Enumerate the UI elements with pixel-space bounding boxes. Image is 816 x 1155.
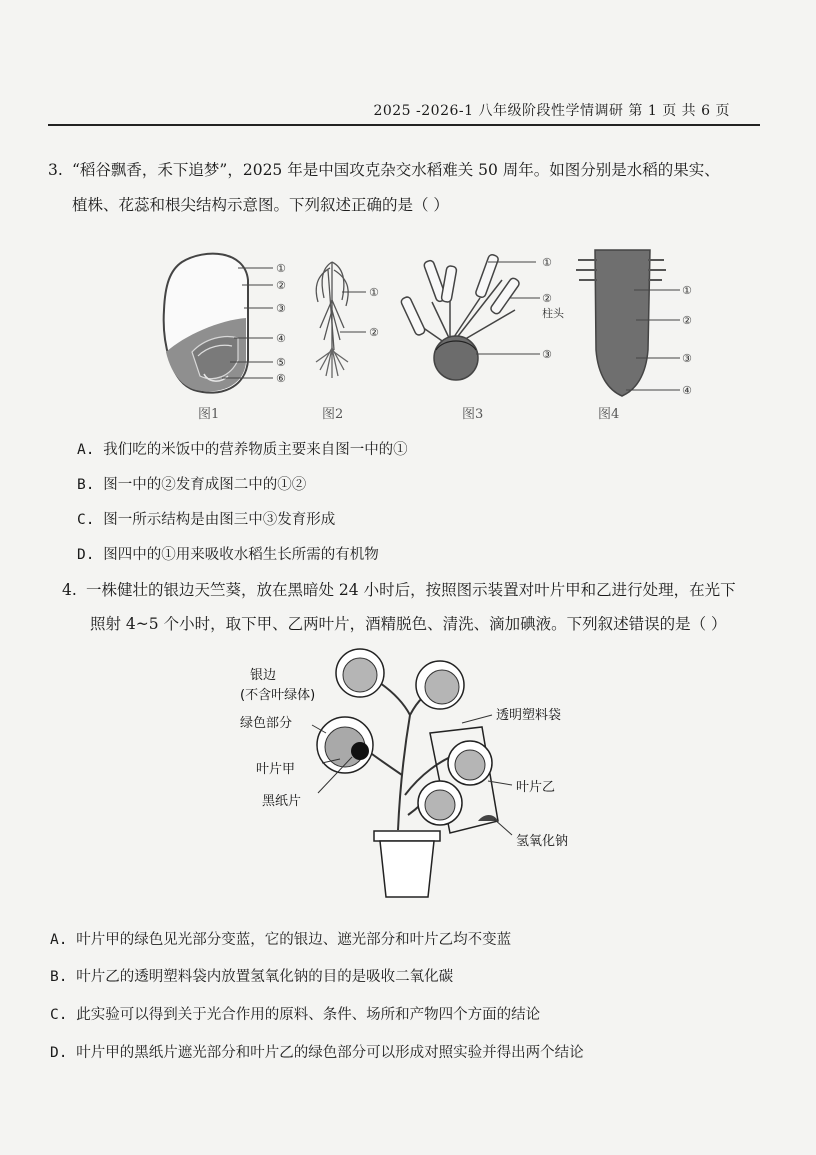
fig3-caption: 图3 — [462, 407, 484, 422]
q3-figure — [150, 240, 690, 430]
page-header — [0, 90, 760, 130]
black-paper-patch — [351, 742, 369, 760]
q4-number: 4. — [62, 581, 77, 599]
q4-figure — [230, 645, 590, 905]
fig3-label-2: ② — [542, 292, 552, 305]
flower-pot — [374, 831, 440, 897]
q4-option-a: A. 叶片甲的绿色见光部分变蓝，它的银边、遮光部分和叶片乙均不变蓝 — [50, 932, 512, 948]
header-rule — [48, 124, 760, 126]
fig4-root-tip — [576, 250, 666, 396]
q4-option-c: C. 此实验可以得到关于光合作用的原料、条件、场所和产物四个方面的结论 — [50, 1007, 541, 1023]
q3-option-b: B. 图一中的②发育成图二中的①② — [77, 477, 307, 493]
fig1-label-2: ② — [276, 279, 286, 292]
fig2-caption: 图2 — [322, 407, 344, 422]
fig2-leader-lines — [340, 292, 366, 332]
q4-stem-line2: 照射 4~5 个小时，取下甲、乙两叶片，酒精脱色、清洗、滴加碘液。下列叙述错误的是（ ） — [90, 615, 727, 633]
fig3-rice-flower — [400, 254, 521, 380]
fig2-label-2: ② — [369, 326, 379, 339]
label-leaf-b: 叶片乙 — [516, 780, 556, 795]
label-silver-edge: 银边 — [250, 668, 277, 683]
fig1-label-6: ⑥ — [276, 372, 286, 385]
fig4-label-1: ① — [682, 284, 692, 297]
fig4-label-3: ③ — [682, 352, 692, 365]
q4-option-d: D. 叶片甲的黑纸片遮光部分和叶片乙的绿色部分可以形成对照实验并得出两个结论 — [50, 1045, 584, 1061]
label-leaf-a: 叶片甲 — [256, 762, 296, 777]
fig3-label-3: ③ — [542, 348, 552, 361]
leaf-b — [418, 741, 492, 825]
fig4-caption: 图4 — [598, 407, 620, 422]
label-naoh: 氢氧化钠 — [516, 834, 569, 849]
fig1-label-3: ③ — [276, 302, 286, 315]
fig1-label-1: ① — [276, 262, 286, 275]
q3-option-c: C. 图一所示结构是由图三中③发育形成 — [77, 512, 336, 528]
q3-stem-line2: 植株、花蕊和根尖结构示意图。下列叙述正确的是（ ） — [72, 196, 449, 214]
leaf-top-right — [416, 661, 464, 709]
label-plastic-bag: 透明塑料袋 — [496, 708, 562, 723]
q4-stem-line1: 一株健壮的银边天竺葵，放在黑暗处 24 小时后，按照图示装置对叶片甲和乙进行处理，在光下 — [86, 581, 736, 599]
label-black-paper: 黑纸片 — [262, 794, 302, 809]
q4-option-b: B. 叶片乙的透明塑料袋内放置氢氧化钠的目的是吸收二氧化碳 — [50, 969, 454, 985]
q3-option-a: A. 我们吃的米饭中的营养物质主要来自图一中的① — [77, 442, 408, 458]
label-no-chlorophyll: (不含叶绿体) — [240, 688, 316, 703]
fig1-label-5: ⑤ — [276, 356, 286, 369]
q3-number: 3. — [48, 161, 63, 179]
fig2-rice-plant — [316, 262, 348, 378]
fig3-stigma-label: 柱头 — [542, 307, 564, 320]
fig1-label-4: ④ — [276, 332, 286, 345]
fig2-label-1: ① — [369, 286, 379, 299]
fig4-label-4: ④ — [682, 384, 692, 397]
q3-stem-line1: “稻谷飘香，禾下追梦”，2025 年是中国攻克杂交水稻难关 50 周年。如图分别是水稻的果实、 — [72, 161, 720, 179]
fig3-label-1: ① — [542, 256, 552, 269]
header-text: 2025 -2026-1 八年级阶段性学情调研 第 1 页 共 6 页 — [373, 103, 730, 119]
q3-option-d: D. 图四中的①用来吸收水稻生长所需的有机物 — [77, 547, 379, 563]
fig1-rice-grain — [164, 254, 248, 393]
fig1-caption: 图1 — [198, 407, 220, 422]
leaf-top-left — [336, 649, 384, 697]
fig4-label-2: ② — [682, 314, 692, 327]
label-green-part: 绿色部分 — [240, 716, 293, 731]
